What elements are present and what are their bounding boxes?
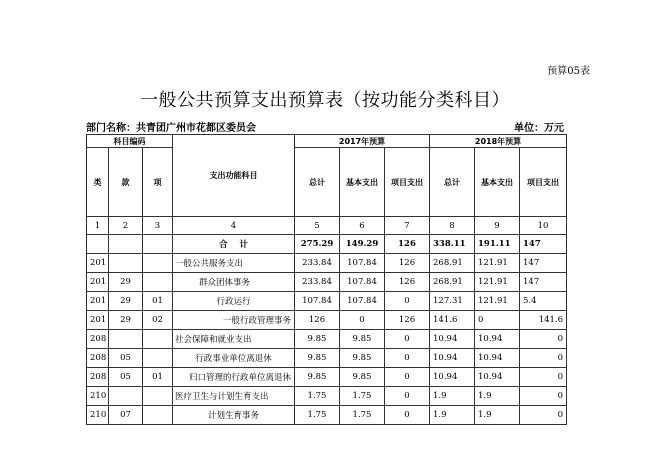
cell-project-2018: 0 (520, 368, 567, 387)
cell-total-2017: 107.84 (295, 292, 340, 311)
cell-lei: 208 (87, 368, 109, 387)
cell-project-2018: 0 (520, 349, 567, 368)
cell-name: 行政事业单位离退休 (173, 349, 295, 368)
cell-basic-2017: 1.75 (340, 387, 385, 406)
cell-basic-2018: 121.91 (475, 273, 520, 292)
cell-basic-2017: 9.85 (340, 368, 385, 387)
index-cell: 3 (143, 217, 173, 235)
cell-basic-2018: 0 (475, 311, 520, 330)
cell-basic-2017: 9.85 (340, 330, 385, 349)
cell-project-2017: 126 (385, 254, 430, 273)
header-project-2018: 项目支出 (520, 148, 567, 217)
cell-basic-2018: 1.9 (475, 387, 520, 406)
cell-name: 医疗卫生与计划生育支出 (173, 387, 295, 406)
cell-xiang: 02 (143, 311, 173, 330)
cell-lei: 201 (87, 273, 109, 292)
cell-basic-2018: 121.91 (475, 254, 520, 273)
cell-kuan: 05 (109, 349, 143, 368)
cell-total-2018: 1.9 (430, 406, 475, 425)
cell-basic-2017: 1.75 (340, 406, 385, 425)
table-row (87, 349, 567, 368)
cell-project-2017: 0 (385, 292, 430, 311)
cell-name: 计划生育事务 (173, 406, 295, 425)
cell-name: 一般行政管理事务 (173, 311, 295, 330)
cell-name: 行政运行 (173, 292, 295, 311)
cell-total-2017: 9.85 (295, 330, 340, 349)
cell-project-2018: 147 (520, 254, 567, 273)
cell-basic-2017: 0 (340, 311, 385, 330)
cell-xiang (143, 330, 173, 349)
cell-basic-2018: 191.11 (475, 235, 520, 254)
cell-total-2018: 127.31 (430, 292, 475, 311)
cell-kuan: 07 (109, 406, 143, 425)
cell-xiang: 01 (143, 292, 173, 311)
cell-lei: 201 (87, 292, 109, 311)
cell-total-2017: 1.75 (295, 406, 340, 425)
cell-total-2018: 268.91 (430, 254, 475, 273)
cell-kuan (109, 254, 143, 273)
cell-xiang (143, 235, 173, 254)
cell-name: 归口管理的行政单位离退休 (173, 368, 295, 387)
table-row (87, 387, 567, 406)
cell-kuan: 29 (109, 311, 143, 330)
cell-project-2017: 126 (385, 235, 430, 254)
cell-total-2018: 338.11 (430, 235, 475, 254)
cell-total-2017: 275.29 (295, 235, 340, 254)
table-row (87, 292, 567, 311)
cell-kuan (109, 235, 143, 254)
cell-project-2017: 126 (385, 311, 430, 330)
cell-total-2017: 126 (295, 311, 340, 330)
cell-kuan: 05 (109, 368, 143, 387)
cell-lei: 201 (87, 254, 109, 273)
header-subject-code: 科目编码 (87, 135, 173, 148)
meta-line (86, 119, 564, 134)
index-cell: 7 (385, 217, 430, 235)
index-cell: 6 (340, 217, 385, 235)
table-row (87, 406, 567, 425)
cell-project-2017: 0 (385, 330, 430, 349)
cell-total-2017: 1.75 (295, 387, 340, 406)
unit-label: 单位：万元 (514, 123, 564, 134)
cell-basic-2017: 149.29 (340, 235, 385, 254)
index-cell: 1 (87, 217, 109, 235)
index-row (87, 217, 567, 235)
cell-total-2017: 9.85 (295, 349, 340, 368)
cell-kuan: 29 (109, 273, 143, 292)
header-2018-budget: 2018年预算 (430, 135, 567, 148)
cell-total-2018: 1.9 (430, 387, 475, 406)
table-row-total (87, 235, 567, 254)
cell-project-2018: 5.4 (520, 292, 567, 311)
cell-lei: 208 (87, 349, 109, 368)
cell-xiang (143, 254, 173, 273)
cell-project-2018: 0 (520, 330, 567, 349)
cell-project-2018: 147 (520, 273, 567, 292)
cell-basic-2018: 121.91 (475, 292, 520, 311)
index-cell: 4 (173, 217, 295, 235)
cell-lei: 210 (87, 387, 109, 406)
cell-project-2017: 126 (385, 273, 430, 292)
index-cell: 2 (109, 217, 143, 235)
header-lei: 类 (87, 148, 109, 217)
table-row (87, 330, 567, 349)
department-label: 部门名称：共青团广州市花都区委员会 (86, 123, 256, 134)
cell-total-2018: 10.94 (430, 349, 475, 368)
cell-basic-2018: 10.94 (475, 330, 520, 349)
cell-lei: 208 (87, 330, 109, 349)
cell-project-2018: 147 (520, 235, 567, 254)
cell-project-2017: 0 (385, 387, 430, 406)
header-function-subject: 支出功能科目 (173, 135, 295, 217)
cell-xiang (143, 387, 173, 406)
cell-lei (87, 235, 109, 254)
cell-project-2017: 0 (385, 406, 430, 425)
cell-basic-2017: 107.84 (340, 273, 385, 292)
cell-total-2017: 9.85 (295, 368, 340, 387)
cell-project-2017: 0 (385, 368, 430, 387)
table-row (87, 273, 567, 292)
cell-kuan: 29 (109, 292, 143, 311)
cell-basic-2018: 1.9 (475, 406, 520, 425)
cell-xiang (143, 406, 173, 425)
table-row (87, 311, 567, 330)
index-cell: 10 (520, 217, 567, 235)
cell-basic-2017: 107.84 (340, 292, 385, 311)
header-2017-budget: 2017年预算 (295, 135, 430, 148)
cell-name: 群众团体事务 (173, 273, 295, 292)
cell-name: 合 计 (173, 235, 295, 254)
cell-kuan (109, 387, 143, 406)
cell-xiang (143, 273, 173, 292)
header-total-2017: 总计 (295, 148, 340, 217)
header-basic-2017: 基本支出 (340, 148, 385, 217)
header-xiang: 项 (143, 148, 173, 217)
cell-lei: 201 (87, 311, 109, 330)
cell-project-2018: 0 (520, 387, 567, 406)
header-basic-2018: 基本支出 (475, 148, 520, 217)
cell-total-2018: 268.91 (430, 273, 475, 292)
cell-lei: 210 (87, 406, 109, 425)
header-project-2017: 项目支出 (385, 148, 430, 217)
cell-total-2018: 10.94 (430, 330, 475, 349)
cell-project-2018: 141.6 (520, 311, 567, 330)
header-kuan: 款 (109, 148, 143, 217)
cell-total-2017: 233.84 (295, 254, 340, 273)
cell-project-2017: 0 (385, 349, 430, 368)
cell-basic-2017: 107.84 (340, 254, 385, 273)
cell-project-2018: 0 (520, 406, 567, 425)
index-cell: 8 (430, 217, 475, 235)
cell-basic-2017: 9.85 (340, 349, 385, 368)
form-code: 预算05表 (547, 66, 590, 77)
table-row (87, 254, 567, 273)
cell-basic-2018: 10.94 (475, 368, 520, 387)
cell-xiang (143, 349, 173, 368)
page-title: 一般公共预算支出预算表（按功能分类科目） (140, 90, 510, 111)
cell-kuan (109, 330, 143, 349)
cell-total-2017: 233.84 (295, 273, 340, 292)
cell-total-2018: 141.6 (430, 311, 475, 330)
budget-table (86, 134, 567, 425)
cell-name: 一般公共服务支出 (173, 254, 295, 273)
cell-basic-2018: 10.94 (475, 349, 520, 368)
index-cell: 9 (475, 217, 520, 235)
cell-xiang: 01 (143, 368, 173, 387)
header-total-2018: 总计 (430, 148, 475, 217)
cell-total-2018: 10.94 (430, 368, 475, 387)
cell-name: 社会保障和就业支出 (173, 330, 295, 349)
index-cell: 5 (295, 217, 340, 235)
table-row (87, 368, 567, 387)
